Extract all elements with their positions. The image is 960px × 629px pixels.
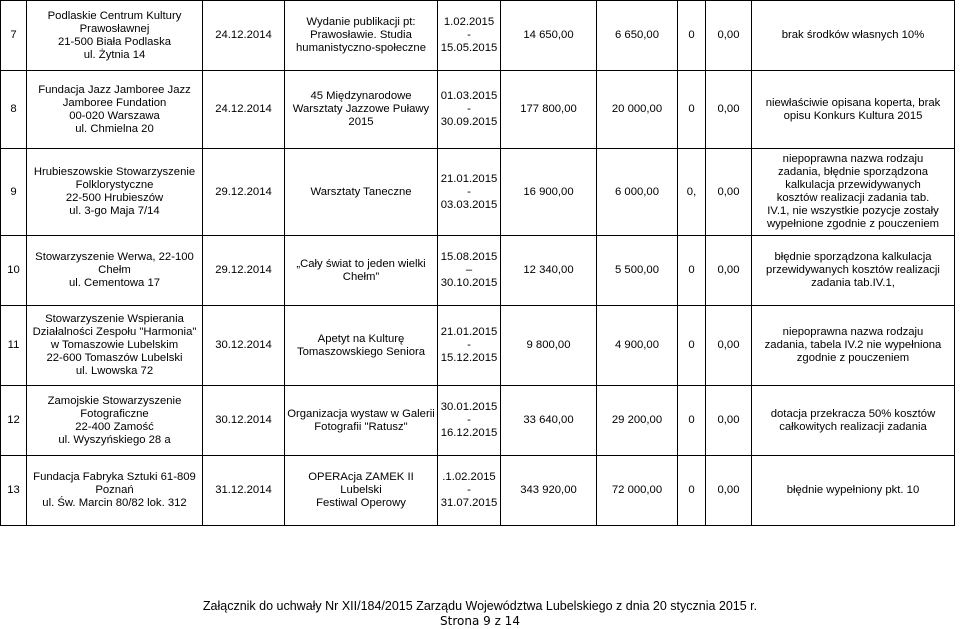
organization-line: Poznań	[95, 484, 134, 496]
period-line: .1.02.2015	[442, 471, 496, 483]
rejection-reason-cell	[752, 386, 955, 456]
organization-line: Prawosławnej	[79, 22, 150, 35]
rejection-reason-cell	[752, 456, 955, 526]
period-line: 30.09.2015	[440, 116, 498, 128]
granted-amount-cell	[706, 71, 752, 149]
total-cost-cell	[501, 149, 597, 236]
row-number: 12	[7, 414, 20, 426]
rejection-reason-line: kosztów realizacji zadania tab.	[776, 192, 930, 204]
page-number: Strona 9 z 14	[440, 614, 520, 628]
period-line: 31.07.2015	[440, 497, 498, 509]
score-cell	[678, 1, 706, 71]
rejection-reason-line: przewidywanych kosztów realizacji	[766, 264, 940, 276]
period-cell	[438, 306, 501, 386]
period-line: 21.01.2015	[440, 172, 498, 185]
row-number: 10	[7, 264, 20, 276]
rejection-reason-cell	[752, 71, 955, 149]
table-row	[1, 386, 955, 456]
granted-amount-cell	[706, 149, 752, 236]
rejection-reason-line: zgodnie z pouczeniem	[796, 352, 910, 364]
task-title-line: Apetyt na Kulturę	[317, 332, 405, 345]
task-title-cell	[285, 456, 438, 526]
requested-amount-cell	[597, 456, 678, 526]
period-line: -	[467, 185, 471, 198]
total-cost-cell	[501, 1, 597, 71]
organization-cell	[27, 306, 203, 386]
rejection-reason-line: niewłaściwie opisana koperta, brak	[765, 96, 941, 109]
period-line: 15.08.2015	[440, 251, 498, 263]
granted-amount-cell	[706, 306, 752, 386]
rejection-reason-cell	[752, 149, 955, 236]
organization-cell	[27, 386, 203, 456]
rejection-reason-cell	[752, 1, 955, 71]
row-number: 7	[10, 29, 17, 41]
organization-line: ul. 3-go Maja 7/14	[69, 205, 160, 217]
organization-line: Jamboree Fundation	[62, 96, 167, 109]
submission-date: 31.12.2014	[215, 484, 272, 496]
task-title-line: humanistyczno-społeczne	[296, 42, 426, 54]
task-title-line: Warsztaty Taneczne	[310, 185, 412, 198]
rejection-reason-line: zadania tab.IV.1,	[811, 277, 895, 289]
requested-amount: 6 650,00	[615, 29, 659, 41]
submission-date-cell	[203, 386, 285, 456]
total-cost-cell	[501, 236, 597, 306]
requested-amount: 29 200,00	[611, 414, 663, 426]
granted-amount: 0,00	[717, 29, 740, 41]
total-cost: 9 800,00	[526, 339, 571, 351]
score: 0	[688, 414, 695, 426]
granted-amount-cell	[706, 1, 752, 71]
organization-line: 21-500 Biała Podlaska	[57, 35, 172, 48]
rejection-reason-line: niepoprawna nazwa rodzaju	[782, 153, 924, 165]
organization-line: 22-400 Zamość	[75, 420, 154, 433]
score: 0	[688, 103, 695, 115]
task-title-cell	[285, 149, 438, 236]
row-number: 9	[10, 185, 17, 198]
requested-amount: 6 000,00	[615, 185, 659, 198]
score-cell	[678, 71, 706, 149]
period-line: -	[467, 103, 471, 115]
score: 0,	[686, 185, 697, 198]
granted-amount: 0,00	[717, 484, 740, 496]
row-number-cell	[1, 236, 27, 306]
rejection-reason-cell	[752, 306, 955, 386]
requested-amount-cell	[597, 386, 678, 456]
organization-line: ul. Św. Marcin 80/82 lok. 312	[42, 497, 187, 509]
score-cell	[678, 456, 706, 526]
rejection-reason-line: wypełnione zgodnie z pouczeniem	[766, 218, 940, 230]
granted-amount: 0,00	[717, 185, 740, 198]
task-title-line: Wydanie publikacji pt:	[306, 16, 416, 28]
submission-date: 29.12.2014	[215, 264, 272, 276]
table-row	[1, 71, 955, 149]
granted-amount: 0,00	[717, 103, 740, 115]
rejection-reason-cell	[752, 236, 955, 306]
rejection-reason-line: zadania, tabela IV.2 nie wypełniona	[764, 339, 942, 351]
score-cell	[678, 149, 706, 236]
organization-line: Stowarzyszenie Werwa, 22-100	[35, 251, 194, 263]
task-title-line: Fotografii "Ratusz"	[314, 420, 408, 433]
organization-line: ul. Wyszyńskiego 28 a	[58, 433, 171, 446]
rejection-reason-line: IV.1, nie wszystkie pozycje zostały	[767, 205, 939, 217]
total-cost-cell	[501, 71, 597, 149]
task-title-line: Tomaszowskiego Seniora	[296, 345, 426, 358]
period-line: -	[467, 414, 471, 426]
score-cell	[678, 386, 706, 456]
organization-line: 22-600 Tomaszów Lubelski	[46, 352, 183, 364]
row-number-cell	[1, 71, 27, 149]
period-cell	[438, 149, 501, 236]
requested-amount-cell	[597, 71, 678, 149]
total-cost-cell	[501, 306, 597, 386]
organization-line: Hrubieszowskie Stowarzyszenie	[33, 166, 196, 178]
requested-amount-cell	[597, 149, 678, 236]
period-line: 15.05.2015	[440, 42, 498, 54]
submission-date-cell	[203, 71, 285, 149]
task-title-line: Chełm”	[342, 270, 380, 283]
submission-date-cell	[203, 236, 285, 306]
task-title-cell	[285, 306, 438, 386]
period-line: 30.10.2015	[440, 277, 498, 289]
organization-cell	[27, 149, 203, 236]
total-cost-cell	[501, 456, 597, 526]
rejection-reason-line: całkowitych realizacji zadania	[779, 420, 927, 433]
period-cell	[438, 456, 501, 526]
requested-amount-cell	[597, 1, 678, 71]
submission-date-cell	[203, 1, 285, 71]
row-number: 8	[10, 103, 17, 115]
organization-cell	[27, 71, 203, 149]
period-line: –	[465, 264, 473, 276]
organization-line: Zamojskie Stowarzyszenie	[47, 394, 182, 407]
organization-line: ul. Cementowa 17	[68, 277, 161, 289]
total-cost: 33 640,00	[523, 414, 574, 426]
organization-cell	[27, 1, 203, 71]
task-title-cell	[285, 1, 438, 71]
organization-line: Podlaskie Centrum Kultury	[47, 9, 182, 22]
row-number-cell	[1, 456, 27, 526]
row-number-cell	[1, 149, 27, 236]
organization-line: w Tomaszowie Lubelskim	[50, 339, 179, 351]
score-cell	[678, 306, 706, 386]
organization-line: ul. Lwowska 72	[75, 365, 154, 377]
row-number-cell	[1, 306, 27, 386]
task-title-line: Prawosławie. Studia	[310, 29, 412, 41]
period-line: 01.03.2015	[440, 90, 498, 102]
organization-cell	[27, 236, 203, 306]
organization-line: ul. Chmielna 20	[75, 122, 154, 135]
granted-amount: 0,00	[717, 414, 740, 426]
submission-date: 24.12.2014	[215, 103, 272, 115]
task-title-line: OPERAcja ZAMEK II Lubelski	[308, 471, 414, 496]
task-title-line: „Cały świat to jeden wielki	[296, 257, 426, 270]
table-row	[1, 1, 955, 71]
organization-line: Folklorystyczne	[75, 179, 154, 191]
organization-line: Stowarzyszenie Wspierania	[45, 313, 184, 325]
requested-amount: 20 000,00	[611, 103, 663, 115]
total-cost: 16 900,00	[523, 185, 574, 198]
submission-date-cell	[203, 456, 285, 526]
organization-line: Fundacja Jazz Jamboree Jazz	[38, 83, 191, 96]
period-line: 1.02.2015	[443, 16, 495, 28]
submission-date-cell	[203, 149, 285, 236]
score: 0	[688, 29, 695, 41]
requested-amount: 4 900,00	[615, 339, 659, 351]
organization-line: Fotograficzne	[80, 407, 149, 420]
task-title-line: Warsztaty Jazzowe Puławy	[292, 103, 430, 115]
period-line: 03.03.2015	[440, 198, 498, 211]
period-line: -	[467, 29, 471, 41]
rejection-reason-line: kalkulacja przewidywanych	[785, 179, 921, 191]
total-cost: 14 650,00	[523, 29, 574, 41]
period-line: -	[467, 339, 471, 351]
task-title-cell	[285, 236, 438, 306]
score: 0	[688, 339, 695, 351]
organization-line: Fundacja Fabryka Sztuki 61-809	[33, 471, 196, 483]
rejection-reason-line: opisu Konkurs Kultura 2015	[783, 109, 923, 122]
period-cell	[438, 386, 501, 456]
submission-date: 30.12.2014	[215, 414, 272, 426]
period-line: 21.01.2015	[440, 326, 498, 338]
organization-line: 22-500 Hrubieszów	[65, 192, 164, 204]
granted-amount-cell	[706, 386, 752, 456]
granted-amount-cell	[706, 456, 752, 526]
score-cell	[678, 236, 706, 306]
requested-amount: 72 000,00	[611, 484, 663, 496]
row-number: 11	[7, 339, 20, 351]
rejection-reason-line: błędnie sporządzona kalkulacja	[774, 251, 932, 263]
requested-amount-cell	[597, 236, 678, 306]
task-title-line: 45 Międzynarodowe	[310, 90, 412, 102]
task-title-line: 2015	[348, 116, 374, 128]
total-cost-cell	[501, 386, 597, 456]
submission-date-cell	[203, 306, 285, 386]
attachment-note: Załącznik do uchwały Nr XII/184/2015 Zarządu Województwa Lubelskiego z dnia 20 stycznia 2015 r.	[202, 599, 758, 613]
row-number-cell	[1, 386, 27, 456]
rejection-reason-line: zadania, błędnie sporządzona	[777, 166, 929, 178]
table-row	[1, 456, 955, 526]
period-cell	[438, 71, 501, 149]
requested-amount-cell	[597, 306, 678, 386]
period-line: 15.12.2015	[440, 352, 498, 364]
organization-line: 00-020 Warszawa	[69, 109, 160, 122]
row-number: 13	[7, 484, 20, 496]
period-cell	[438, 1, 501, 71]
submission-date: 30.12.2014	[215, 339, 272, 351]
period-line: 16.12.2015	[440, 427, 498, 439]
total-cost: 12 340,00	[523, 264, 574, 276]
score: 0	[688, 264, 695, 276]
granted-amount-cell	[706, 236, 752, 306]
organization-cell	[27, 456, 203, 526]
organization-line: Działalności Zespołu "Harmonia"	[32, 326, 197, 338]
total-cost: 343 920,00	[520, 484, 577, 496]
period-line: 30.01.2015	[440, 401, 498, 413]
submission-date: 24.12.2014	[215, 29, 272, 41]
task-title-cell	[285, 71, 438, 149]
organization-line: ul. Żytnia 14	[83, 48, 146, 61]
requested-amount: 5 500,00	[615, 264, 659, 276]
score: 0	[688, 484, 695, 496]
rejection-reason-line: błędnie wypełniony pkt. 10	[786, 484, 920, 496]
task-title-line: Festiwal Operowy	[316, 497, 406, 509]
rejection-reason-line: niepoprawna nazwa rodzaju	[782, 326, 924, 338]
total-cost: 177 800,00	[520, 103, 577, 115]
table-row	[1, 149, 955, 236]
submission-date: 29.12.2014	[215, 185, 272, 198]
task-title-cell	[285, 386, 438, 456]
organization-line: Chełm	[98, 264, 131, 276]
granted-amount: 0,00	[717, 264, 740, 276]
granted-amount: 0,00	[717, 339, 740, 351]
task-title-line: Organizacja wystaw w Galerii	[287, 407, 435, 420]
row-number-cell	[1, 1, 27, 71]
table-row	[1, 236, 955, 306]
rejection-reason-line: brak środków własnych 10%	[781, 29, 925, 41]
table-row	[1, 306, 955, 386]
rejection-reason-line: dotacja przekracza 50% kosztów	[770, 407, 936, 420]
period-line: -	[467, 484, 471, 496]
period-cell	[438, 236, 501, 306]
